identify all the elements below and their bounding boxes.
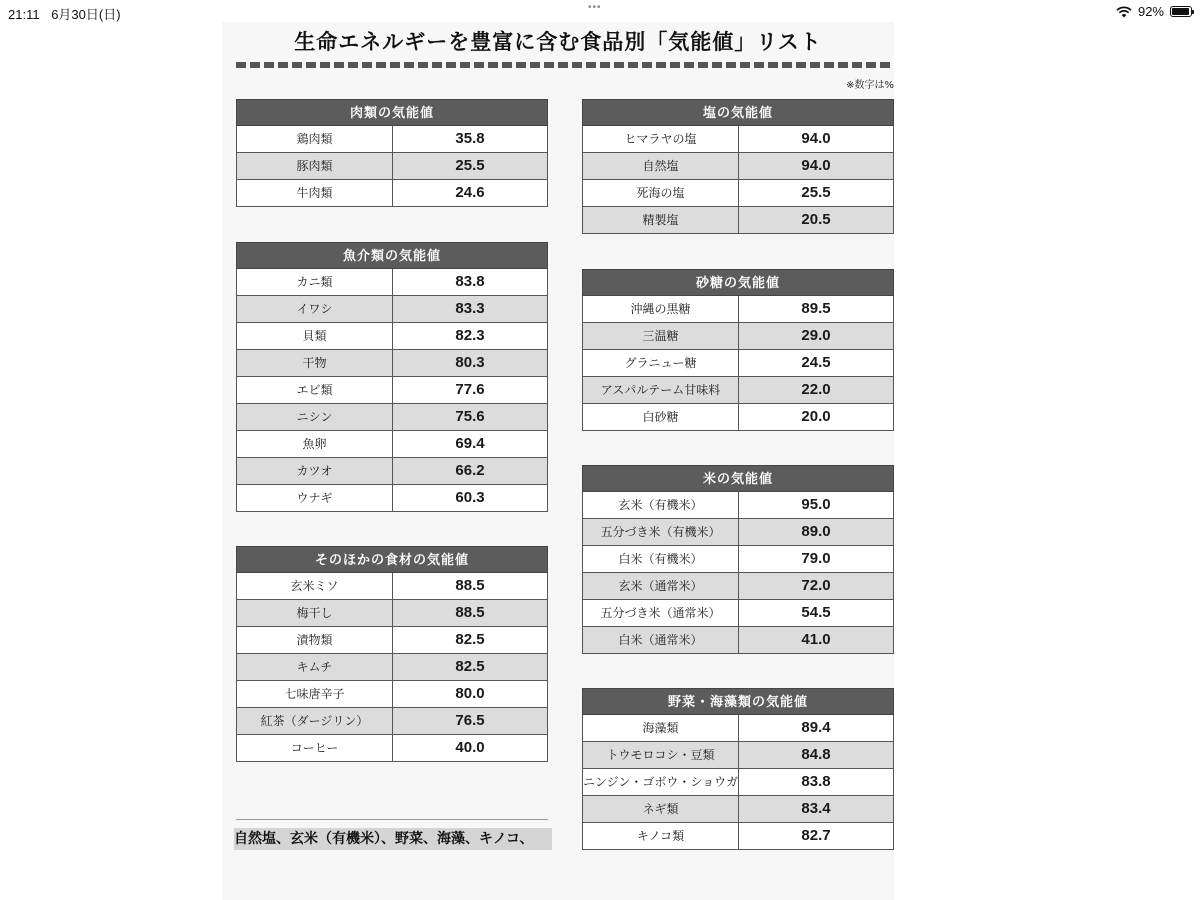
food-name-cell: キノコ類 (583, 823, 739, 849)
food-name-cell: 豚肉類 (237, 153, 393, 179)
table-row (582, 323, 894, 350)
status-bar (0, 0, 1200, 24)
food-name-cell: アスパルテーム甘味料 (583, 377, 739, 403)
food-name-cell: 玄米（通常米） (583, 573, 739, 599)
food-name-cell: 貝類 (237, 323, 393, 349)
ki-value-cell: 82.5 (455, 658, 485, 675)
table-row (236, 735, 548, 762)
food-name-cell: 死海の塩 (583, 180, 739, 206)
food-name-cell: コーヒー (237, 735, 393, 761)
table-row (236, 654, 548, 681)
ki-value-cell: 83.3 (455, 300, 485, 317)
food-name-cell: ニンジン・ゴボウ・ショウガ (583, 769, 739, 795)
table-header: 米の気能値 (582, 465, 894, 492)
ki-value-cell: 69.4 (455, 435, 485, 452)
food-name-cell: 七味唐辛子 (237, 681, 393, 707)
table-row (582, 823, 894, 850)
ki-value-cell: 20.0 (801, 408, 831, 425)
food-name-cell: ニシン (237, 404, 393, 430)
food-name-cell: 白米（通常米） (583, 627, 739, 653)
food-name-cell: 海藻類 (583, 715, 739, 741)
food-name-cell: イワシ (237, 296, 393, 322)
table-row (582, 600, 894, 627)
ki-value-cell: 82.5 (455, 631, 485, 648)
food-name-cell: カツオ (237, 458, 393, 484)
table-row (236, 573, 548, 600)
ki-value-cell: 88.5 (455, 604, 485, 621)
table-row (582, 796, 894, 823)
food-name-cell: カニ類 (237, 269, 393, 295)
footer-rule (236, 819, 548, 820)
table-row (236, 708, 548, 735)
table-salt (582, 99, 894, 234)
table-vegetables-seaweed (582, 688, 894, 850)
page-title: 生命エネルギーを豊富に含む食品別「気能値」リスト (294, 30, 822, 54)
table-row (236, 323, 548, 350)
table-row (582, 742, 894, 769)
ki-value-cell: 76.5 (455, 712, 485, 729)
ki-value-cell: 77.6 (455, 381, 485, 398)
ki-value-cell: 94.0 (801, 130, 831, 147)
food-name-cell: 鶏肉類 (237, 126, 393, 152)
table-row (582, 573, 894, 600)
table-meat (236, 99, 548, 207)
food-name-cell: 玄米（有機米） (583, 492, 739, 518)
food-name-cell: 魚卵 (237, 431, 393, 457)
ki-value-cell: 66.2 (455, 462, 485, 479)
table-sugar (582, 269, 894, 431)
ki-value-cell: 82.7 (801, 827, 831, 844)
food-name-cell: 紅茶（ダージリン） (237, 708, 393, 734)
ki-value-cell: 83.8 (455, 273, 485, 290)
battery-fill (1172, 8, 1189, 15)
ki-value-cell: 82.3 (455, 327, 485, 344)
status-time (8, 4, 121, 23)
title-dashed-rule (236, 62, 894, 68)
ki-value-cell: 89.0 (801, 523, 831, 540)
table-header: 野菜・海藻類の気能値 (582, 688, 894, 715)
food-name-cell: 牛肉類 (237, 180, 393, 206)
food-name-cell: 玄米ミソ (237, 573, 393, 599)
food-name-cell: 漬物類 (237, 627, 393, 653)
table-row (582, 546, 894, 573)
clock-time: 21:11 (8, 7, 40, 22)
ki-value-cell: 89.4 (801, 719, 831, 736)
ki-value-cell: 24.6 (455, 184, 485, 201)
footer-caption: 自然塩、玄米（有機米）、野菜、海藻、キノコ、 (234, 828, 552, 850)
clock-date: 6月30日(日) (51, 7, 121, 22)
table-row (582, 519, 894, 546)
table-row (236, 404, 548, 431)
battery-percent: 92% (1137, 4, 1164, 19)
table-row (236, 350, 548, 377)
table-rice (582, 465, 894, 654)
ki-value-cell: 80.3 (455, 354, 485, 371)
table-header: そのほかの食材の気能値 (236, 546, 548, 573)
food-name-cell: 自然塩 (583, 153, 739, 179)
ki-value-cell: 35.8 (455, 130, 485, 147)
table-row (236, 269, 548, 296)
ki-value-cell: 83.8 (801, 773, 831, 790)
ki-value-cell: 60.3 (455, 489, 485, 506)
ki-value-cell: 22.0 (801, 381, 831, 398)
food-name-cell: 干物 (237, 350, 393, 376)
ki-value-cell: 80.0 (455, 685, 485, 702)
table-row (582, 296, 894, 323)
table-row (582, 769, 894, 796)
ki-value-cell: 41.0 (801, 631, 831, 648)
wifi-icon (1116, 6, 1132, 18)
ki-value-cell: 72.0 (801, 577, 831, 594)
table-row (236, 153, 548, 180)
table-row (236, 180, 548, 207)
food-name-cell: 五分づき米（通常米） (583, 600, 739, 626)
food-name-cell: 三温糖 (583, 323, 739, 349)
table-header: 魚介類の気能値 (236, 242, 548, 269)
unit-note: ※数字は% (846, 80, 894, 91)
food-name-cell: 白砂糖 (583, 404, 739, 430)
table-row (582, 207, 894, 234)
table-row (236, 600, 548, 627)
table-header: 砂糖の気能値 (582, 269, 894, 296)
ki-value-cell: 95.0 (801, 496, 831, 513)
ki-value-cell: 54.5 (801, 604, 831, 621)
food-name-cell: 白米（有機米） (583, 546, 739, 572)
table-row (236, 296, 548, 323)
food-name-cell: 梅干し (237, 600, 393, 626)
ki-value-cell: 20.5 (801, 211, 831, 228)
table-other-foods (236, 546, 548, 762)
food-name-cell: ウナギ (237, 485, 393, 511)
ki-value-cell: 83.4 (801, 800, 831, 817)
food-name-cell: トウモロコシ・豆類 (583, 742, 739, 768)
ki-value-cell: 40.0 (455, 739, 485, 756)
food-name-cell: 五分づき米（有機米） (583, 519, 739, 545)
ki-value-cell: 25.5 (801, 184, 831, 201)
ki-value-cell: 89.5 (801, 300, 831, 317)
ki-value-cell: 29.0 (801, 327, 831, 344)
food-name-cell: ネギ類 (583, 796, 739, 822)
table-row (582, 180, 894, 207)
table-row (236, 485, 548, 512)
table-row (236, 681, 548, 708)
table-row (582, 715, 894, 742)
table-row (582, 627, 894, 654)
ki-value-cell: 94.0 (801, 157, 831, 174)
ki-value-cell: 88.5 (455, 577, 485, 594)
table-header: 肉類の気能値 (236, 99, 548, 126)
table-seafood (236, 242, 548, 512)
food-name-cell: エビ類 (237, 377, 393, 403)
ki-value-cell: 24.5 (801, 354, 831, 371)
table-row (236, 627, 548, 654)
table-row (236, 377, 548, 404)
table-row (582, 350, 894, 377)
table-header: 塩の気能値 (582, 99, 894, 126)
table-row (236, 126, 548, 153)
food-name-cell: 精製塩 (583, 207, 739, 233)
table-row (582, 377, 894, 404)
status-right (1116, 4, 1192, 19)
document-page (222, 22, 894, 900)
multitasking-dots-icon[interactable]: ••• (588, 2, 602, 13)
battery-icon (1170, 6, 1192, 17)
food-name-cell: キムチ (237, 654, 393, 680)
table-row (582, 126, 894, 153)
ki-value-cell: 84.8 (801, 746, 831, 763)
table-row (582, 404, 894, 431)
food-name-cell: グラニュー糖 (583, 350, 739, 376)
table-row (236, 458, 548, 485)
food-name-cell: 沖縄の黒糖 (583, 296, 739, 322)
ki-value-cell: 75.6 (455, 408, 485, 425)
table-row (582, 153, 894, 180)
table-row (582, 492, 894, 519)
ki-value-cell: 25.5 (455, 157, 485, 174)
ki-value-cell: 79.0 (801, 550, 831, 567)
food-name-cell: ヒマラヤの塩 (583, 126, 739, 152)
table-row (236, 431, 548, 458)
